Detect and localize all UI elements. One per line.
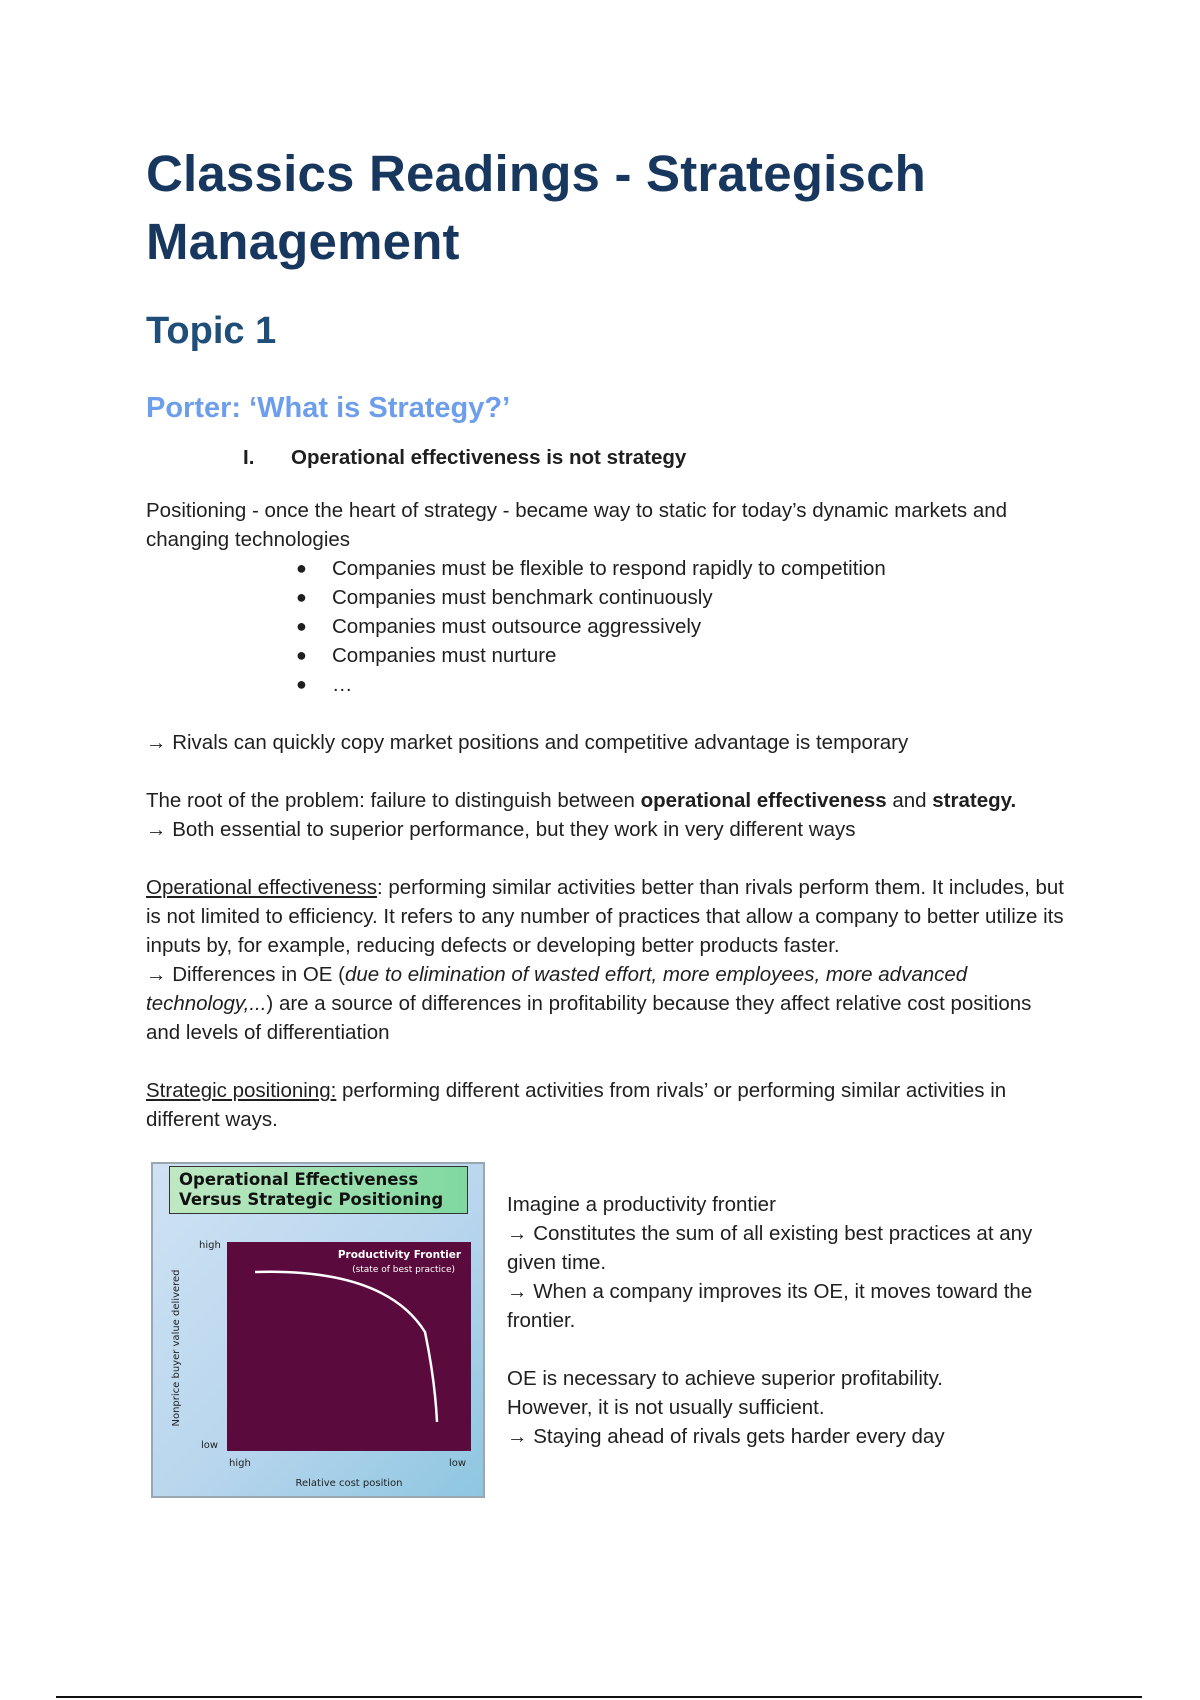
section-title: Operational effectiveness is not strategy [291, 446, 687, 469]
oe-differences-paragraph [146, 960, 1066, 1047]
sp-definition-text: performing different activities from rivals’ or performing similar activities in different ways. [146, 1079, 1007, 1131]
side-text-line: OE is necessary to achieve superior profitability. [507, 1367, 944, 1390]
y-axis-label: Nonprice buyer value delivered [171, 1269, 182, 1427]
y-axis-low-label: low [201, 1440, 219, 1451]
list-item [296, 612, 1066, 641]
list-item-text: Companies must benchmark continuously [332, 586, 713, 609]
figure-title-line-2: Versus Strategic Positioning [179, 1190, 444, 1209]
figure-title-line-1: Operational Effectiveness [179, 1170, 419, 1189]
oe-definition-paragraph [146, 873, 1066, 960]
sp-term: Strategic positioning: [146, 1079, 337, 1102]
list-item [296, 670, 1066, 699]
oe-differences-lead: → Differences in OE ( [146, 963, 345, 986]
y-axis-high-label: high [199, 1240, 221, 1251]
root-problem-paragraph [146, 786, 1066, 815]
side-text-line: → Staying ahead of rivals gets harder every day [507, 1425, 945, 1448]
title-line-2: Management [146, 213, 460, 270]
list-item [296, 641, 1066, 670]
list-item [296, 554, 1066, 583]
root-problem-term-strategy: strategy. [932, 789, 1017, 812]
oe-differences-tail: ) are a source of differences in profitability because they affect relative cost positions and levels of differentiation [146, 992, 1032, 1044]
bullet-list [146, 554, 1066, 699]
document-title [146, 140, 1066, 276]
bullet-icon: ● [296, 674, 307, 694]
section-heading [243, 444, 1066, 472]
side-text-line: However, it is not usually sufficient. [507, 1396, 825, 1419]
x-axis-high-label: high [229, 1458, 251, 1469]
page-bottom-rule [56, 1696, 1142, 1698]
root-problem-lead: The root of the problem: failure to distinguish between [146, 789, 641, 812]
frontier-sublabel: (state of best practice) [352, 1265, 455, 1275]
figure-side-text [507, 1190, 1047, 1498]
bullet-icon: ● [296, 616, 307, 636]
positioning-paragraph: Positioning - once the heart of strategy - became way to static for today’s dynamic markets and changing technologies [146, 499, 1008, 551]
bullet-icon: ● [296, 587, 307, 607]
section-number: I. [243, 446, 255, 469]
document-page [146, 140, 1066, 1498]
list-item-text: Companies must outsource aggressively [332, 615, 702, 638]
sp-definition-paragraph [146, 1076, 1066, 1134]
rivals-line: → Rivals can quickly copy market positions and competitive advantage is temporary [146, 731, 909, 754]
oe-term: Operational effectiveness [146, 876, 377, 899]
figure-row [146, 1162, 1066, 1498]
side-text-line: Imagine a productivity frontier [507, 1193, 776, 1216]
list-item [296, 583, 1066, 612]
side-text-line: → When a company improves its OE, it moves toward the frontier. [507, 1280, 1033, 1332]
side-text-line: → Constitutes the sum of all existing best practices at any given time. [507, 1222, 1033, 1274]
bullet-icon: ● [296, 558, 307, 578]
root-problem-arrow-line: → Both essential to superior performance, but they work in very different ways [146, 818, 856, 841]
x-axis-low-label: low [449, 1458, 467, 1469]
oe-definition-text: : performing similar activities better than rivals perform them. It includes, but is not limited to efficiency. It refers to any number of practices that allow a company to better utilize its inputs by, for example, reducing defects or developing better products faster. [146, 876, 1064, 957]
frontier-label: Productivity Frontier [337, 1249, 461, 1261]
list-item-text: … [332, 673, 353, 696]
figure-title [169, 1166, 468, 1214]
subtopic-heading: Porter: ‘What is Strategy?’ [146, 392, 511, 424]
oe-vs-sp-figure [151, 1162, 485, 1498]
oe-differences-italic: due to elimination of wasted effort, more employees, more advanced technology,... [146, 963, 968, 1015]
list-item-text: Companies must nurture [332, 644, 557, 667]
root-problem-term-oe: operational effectiveness [640, 789, 887, 812]
list-item-text: Companies must be flexible to respond rapidly to competition [332, 557, 886, 580]
title-line-1: Classics Readings - Strategisch [146, 145, 926, 202]
bullet-icon: ● [296, 645, 307, 665]
root-problem-mid: and [886, 789, 933, 812]
topic-heading: Topic 1 [146, 310, 277, 352]
x-axis-label: Relative cost position [295, 1478, 403, 1489]
